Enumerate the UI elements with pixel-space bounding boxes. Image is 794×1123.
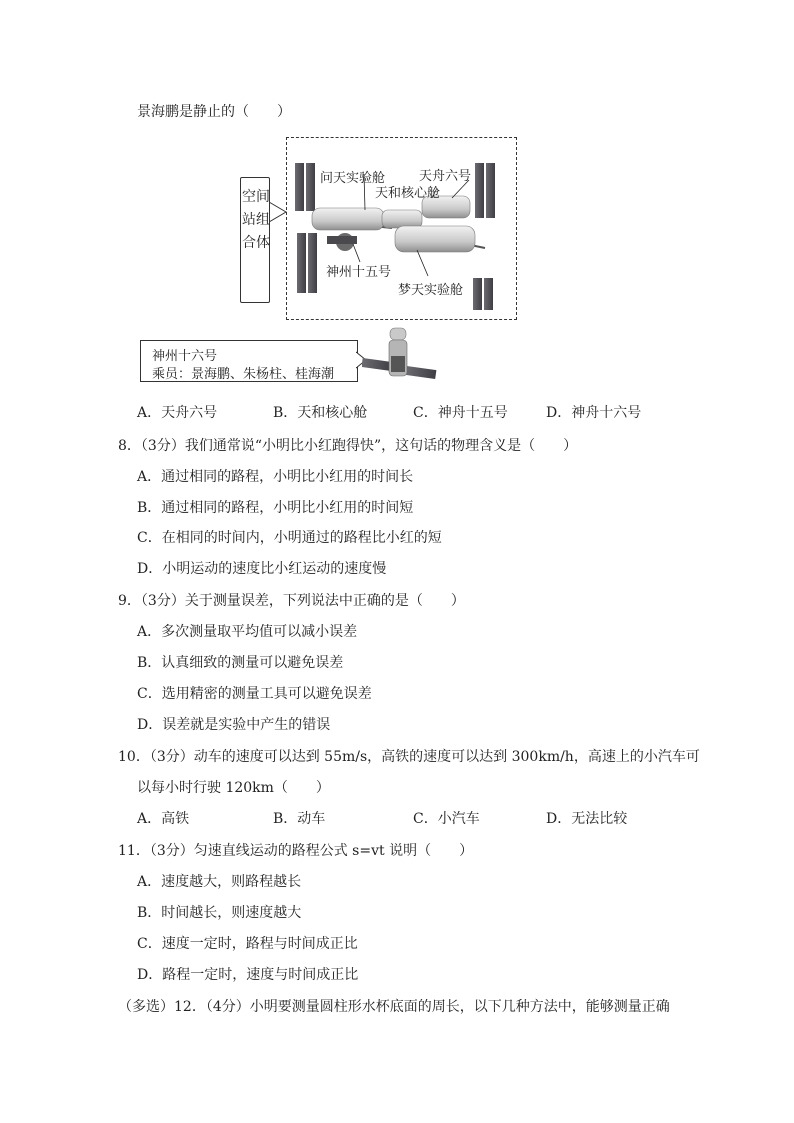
q9-option-c[interactable]: C．选用精密的测量工具可以避免误差 (137, 686, 372, 702)
station-callout-box (240, 177, 270, 303)
q8-option-b[interactable]: B．通过相同的路程，小明比小红用的时间短 (137, 500, 414, 516)
q8-option-a[interactable]: A．通过相同的路程，小明比小红用的时间长 (137, 469, 414, 485)
q11-option-d[interactable]: D．路程一定时，速度与时间成正比 (137, 967, 359, 983)
label-shenzhou15: 神州十五号 (326, 265, 392, 280)
q10-stem-line1: 10．（3分）动车的速度可以达到 55m/s，高铁的速度可以达到 300km/h，高速上的小汽车可 (118, 749, 700, 765)
crew-callout-box (140, 340, 358, 382)
label-mengtian: 梦天实验舱 (398, 283, 464, 298)
q11-stem: 11．（3分）匀速直线运动的路程公式 s=vt 说明（ ） (118, 843, 474, 859)
left-solar-array (295, 163, 317, 293)
q11-option-c[interactable]: C．速度一定时，路程与时间成正比 (137, 936, 358, 952)
q7-option-a[interactable]: A．天舟六号 (137, 405, 218, 421)
q8-option-c[interactable]: C．在相同的时间内，小明通过的路程比小红的短 (137, 530, 442, 546)
shenzhou16-spacecraft-illustration (362, 326, 438, 388)
q7-option-d[interactable]: D．神舟十六号 (546, 405, 642, 421)
q10-option-d[interactable]: D．无法比较 (546, 811, 628, 827)
label-wentian: 问天实验舱 (320, 171, 386, 186)
q10-stem-line2: 以每小时行驶 120km（ ） (137, 780, 330, 796)
q9-option-b[interactable]: B．认真细致的测量可以避免误差 (137, 655, 344, 671)
q8-option-d[interactable]: D．小明运动的速度比小红运动的速度慢 (137, 561, 387, 577)
right-solar-array (473, 163, 495, 310)
q11-option-b[interactable]: B．时间越长，则速度越大 (137, 905, 302, 921)
q9-option-d[interactable]: D．误差就是实验中产生的错误 (137, 717, 331, 733)
crew-callout-members: 乘员：景海鹏、朱杨柱、桂海潮 (152, 367, 335, 382)
label-tianzhou6: 天舟六号 (419, 169, 472, 184)
q7-stem-tail: 景海鹏是静止的（ ） (137, 104, 291, 120)
q10-option-a[interactable]: A．高铁 (137, 811, 190, 827)
q11-option-a[interactable]: A．速度越大，则路程越长 (137, 874, 302, 890)
q10-option-b[interactable]: B．动车 (273, 811, 326, 827)
q10-option-c[interactable]: C．小汽车 (413, 811, 480, 827)
q8-stem: 8．（3分）我们通常说“小明比小红跑得快”，这句话的物理含义是（ ） (118, 438, 578, 454)
q9-option-a[interactable]: A．多次测量取平均值可以减小误差 (137, 624, 358, 640)
q9-stem: 9．（3分）关于测量误差，下列说法中正确的是（ ） (118, 593, 465, 609)
crew-callout-title: 神州十六号 (152, 349, 218, 364)
callout-pointer (268, 200, 288, 230)
q12-stem: （多选）12．（4分）小明要测量圆柱形水杯底面的周长，以下几种方法中，能够测量正确 (118, 999, 670, 1015)
label-tianhe: 天和核心舱 (375, 186, 441, 201)
q7-option-b[interactable]: B．天和核心舱 (273, 405, 368, 421)
q7-option-c[interactable]: C．神舟十五号 (413, 405, 508, 421)
station-callout-label: 空间站组合体 (242, 189, 270, 251)
